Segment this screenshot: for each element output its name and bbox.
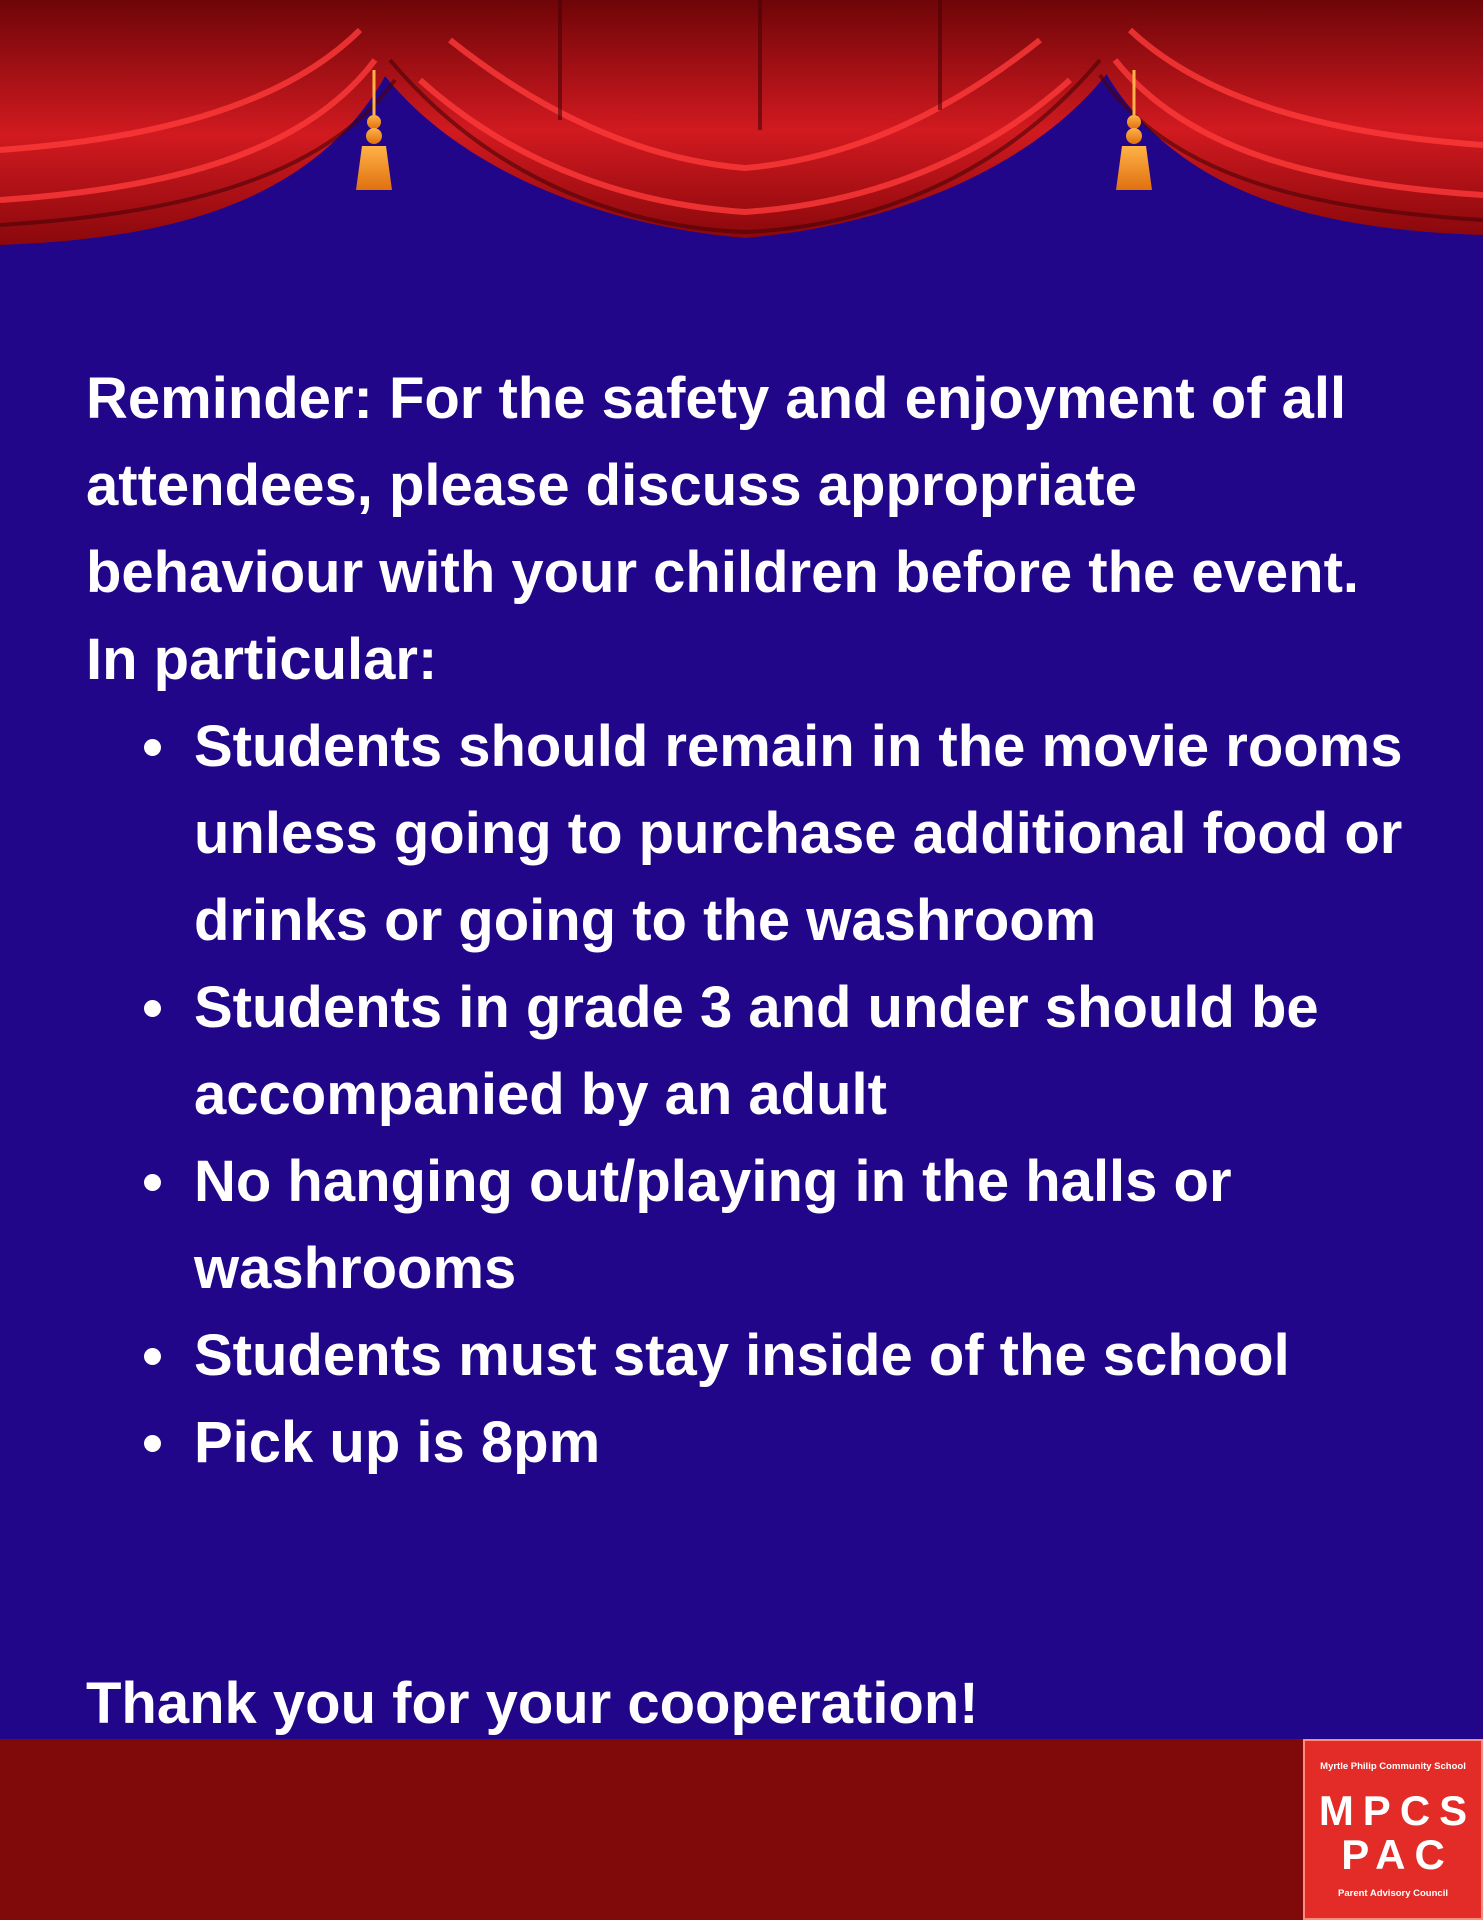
- logo-mpcs: MPCS: [1318, 1787, 1477, 1834]
- list-item: Pick up is 8pm: [86, 1399, 1426, 1486]
- footer-band: [0, 1739, 1483, 1920]
- rules-list: [86, 703, 1426, 1486]
- notice-body: [86, 355, 1426, 1486]
- curtain-illustration: [0, 0, 1483, 260]
- list-item: No hanging out/playing in the halls or washrooms: [86, 1138, 1426, 1312]
- logo-school-name: Myrtle Philip Community School: [1320, 1761, 1466, 1772]
- logo-pac: PAC: [1341, 1831, 1454, 1878]
- thank-you-text: Thank you for your cooperation!: [86, 1671, 979, 1736]
- list-item: Students should remain in the movie rooms unless going to purchase additional food or drinks or going to the washroom: [86, 703, 1426, 964]
- intro-text: Reminder: For the safety and enjoyment of all attendees, please discuss appropriate behaviour with your children before the event. In particular:: [86, 366, 1359, 692]
- list-item: Students in grade 3 and under should be accompanied by an adult: [86, 964, 1426, 1138]
- logo-council-name: Parent Advisory Council: [1338, 1888, 1448, 1899]
- pac-logo: [1303, 1739, 1483, 1920]
- list-item: Students must stay inside of the school: [86, 1312, 1426, 1399]
